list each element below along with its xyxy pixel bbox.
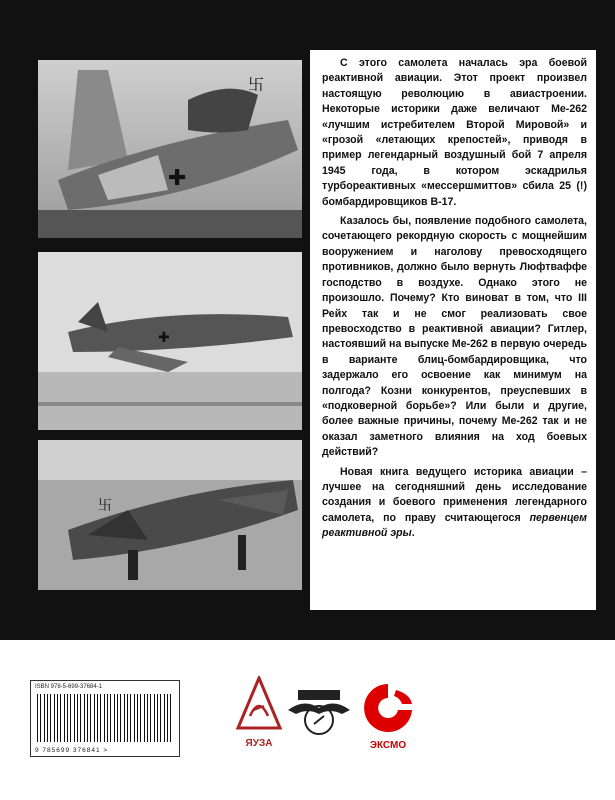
barcode-stripe bbox=[130, 694, 131, 742]
barcode-stripe bbox=[50, 694, 51, 742]
svg-text:✚: ✚ bbox=[168, 166, 187, 191]
barcode-stripe bbox=[84, 694, 85, 742]
wings-series-logo bbox=[284, 680, 354, 750]
barcode-stripe bbox=[107, 694, 108, 742]
eksmo-label: ЭКСМО bbox=[369, 740, 407, 751]
yauza-logo bbox=[236, 676, 282, 758]
photo-me262-rear-view bbox=[38, 440, 302, 590]
barcode-stripe bbox=[150, 694, 151, 742]
blurb-paragraph-3: Новая книга ведущего историка авиации – лучшее на сегодняшний день исследование создания и боевого применения легендарного самолета, по праву считающегося первенцем реактивной эры. bbox=[322, 465, 587, 540]
barcode-stripe bbox=[124, 694, 125, 742]
blurb-panel bbox=[310, 50, 596, 610]
barcode-stripe bbox=[164, 694, 165, 742]
barcode-stripe bbox=[154, 694, 155, 742]
bottom-area bbox=[0, 640, 615, 800]
blurb-paragraph-1: С этого самолета началась эра боевой реактивной авиации. Этот проект произвел настоящую революцию в авиастроении. Некоторые историки даже величают Ме-262 «лучшим истребителем Второй Мировой» и «грозой «летающих крепостей», приводя в пример легендарный воздушный бой 7 апреля 1945 года, в котором эскадрилья турбореактивных «мессершмиттов» сбила 25 (!) бомбардировщиков В-17. bbox=[322, 57, 587, 208]
photo-me262-takeoff bbox=[38, 252, 302, 430]
svg-text:卐: 卐 bbox=[248, 75, 265, 94]
barcode-stripe bbox=[90, 694, 91, 742]
isbn-number: ISBN 978-5-699-37684-1 bbox=[35, 684, 103, 690]
barcode-stripe bbox=[137, 694, 138, 742]
barcode-stripe bbox=[160, 694, 161, 742]
barcode-stripe bbox=[74, 694, 75, 742]
barcode-stripe bbox=[57, 694, 58, 742]
barcode-stripe bbox=[54, 694, 55, 742]
barcode-stripe bbox=[67, 694, 68, 742]
barcode-stripe bbox=[104, 694, 105, 742]
barcode-stripe bbox=[47, 694, 48, 742]
barcode-stripe bbox=[157, 694, 158, 742]
barcode-stripe bbox=[87, 694, 88, 742]
barcode-stripe bbox=[77, 694, 78, 742]
photo-me262-parked-side bbox=[38, 60, 302, 238]
eksmo-logo bbox=[358, 680, 418, 760]
barcode-stripe bbox=[60, 694, 61, 742]
barcode-stripe bbox=[144, 694, 145, 742]
barcode-stripe bbox=[64, 694, 65, 742]
barcode-stripe bbox=[120, 694, 121, 742]
barcode-stripe bbox=[80, 694, 81, 742]
barcode-stripe bbox=[140, 694, 141, 742]
isbn-barcode bbox=[30, 680, 180, 757]
blurb-paragraph-2: Казалось бы, появление подобного самолета, сочетающего рекордную скорость с мощнейшим вооружением и наголову превосходящего противников, должно было вернуть Люфтваффе господство в воздухе. Однако этого не произошло. Почему? Кто виноват в том, что III Рейх так и не смог реализовать свое превосходство в реактивной авиации? Гитлер, настоявший на выпуске Ме-262 в первую очередь в варианте блиц-бомбардировщика, что задержало его освоение как минимум на полгода? Козни конкурентов, преуспевших в «подковерной борьбе»? Или были и другие, более важные причины, почему Ме-262 так и не оказал заметного влияния на ход боевых действий? bbox=[322, 215, 587, 459]
barcode-stripe bbox=[134, 694, 135, 742]
barcode-stripe bbox=[44, 694, 45, 742]
barcode-stripe bbox=[127, 694, 128, 742]
svg-text:✚: ✚ bbox=[158, 330, 170, 346]
blurb-text bbox=[322, 56, 587, 542]
barcode-stripe bbox=[100, 694, 101, 742]
barcode-stripe bbox=[147, 694, 148, 742]
barcode-digits: 9 785699 376841 > bbox=[35, 747, 109, 754]
barcode-bars bbox=[37, 694, 173, 742]
barcode-stripe bbox=[40, 694, 41, 742]
barcode-stripe bbox=[114, 694, 115, 742]
barcode-stripe bbox=[94, 694, 95, 742]
barcode-stripe bbox=[170, 694, 171, 742]
barcode-stripe bbox=[37, 694, 38, 742]
barcode-stripe bbox=[97, 694, 98, 742]
yauza-label: ЯУЗА bbox=[245, 738, 273, 749]
barcode-stripe bbox=[167, 694, 168, 742]
barcode-stripe bbox=[117, 694, 118, 742]
svg-text:卐: 卐 bbox=[98, 498, 112, 514]
barcode-stripe bbox=[110, 694, 111, 742]
barcode-stripe bbox=[70, 694, 71, 742]
